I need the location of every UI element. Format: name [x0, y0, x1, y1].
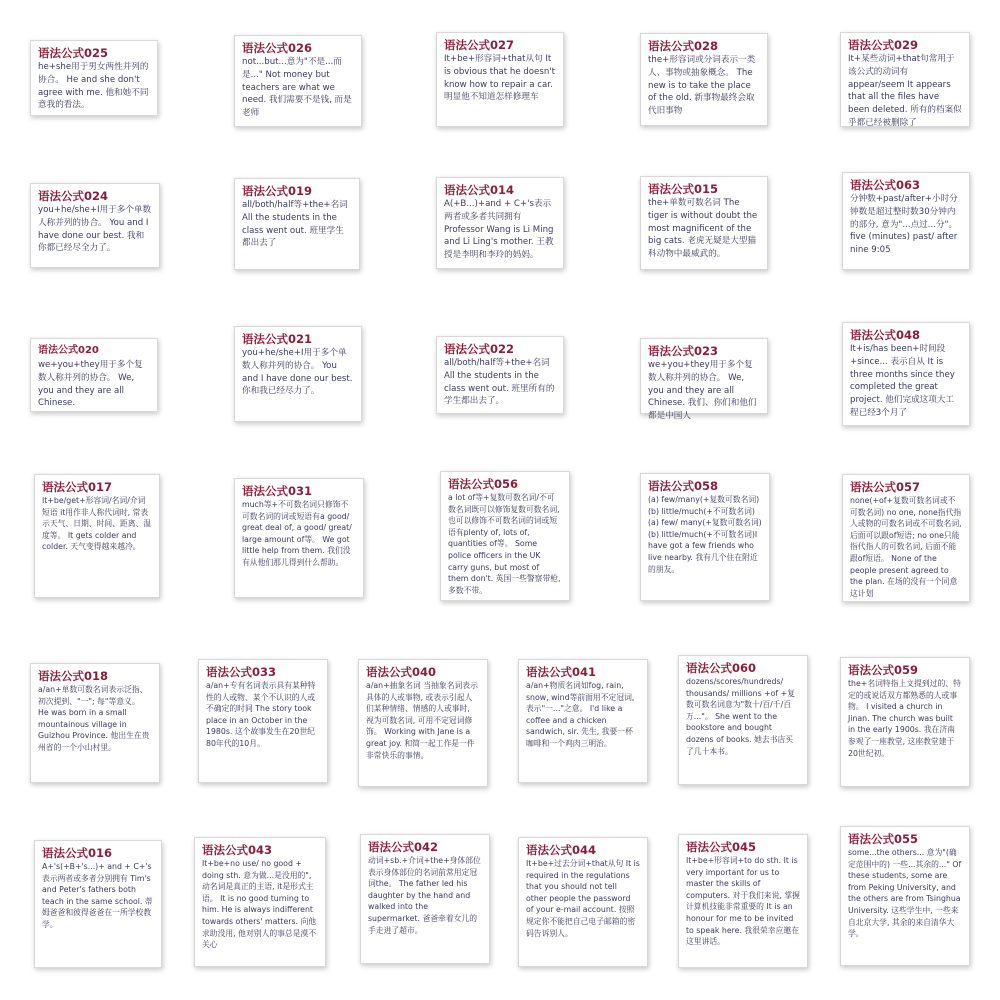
card-formula-060 [678, 655, 808, 785]
card-formula-063 [842, 172, 970, 270]
card-formula-024 [30, 183, 160, 268]
card-body: a/an+物质名词如fog, rain, snow, wind等前面用不定冠词, 表示"一..."之意。 I'd like a coffee and a chicken sandwich, sir. 先生, 我要一杯咖啡和一个鸡肉三明治。 [526, 681, 635, 748]
card-title: 语法公式045 [686, 840, 757, 854]
card-title: 语法公式015 [648, 182, 719, 196]
card-formula-023 [640, 338, 768, 422]
card-title: 语法公式026 [242, 41, 313, 55]
card-formula-015 [640, 176, 768, 270]
card-body: not...but...意为"不是...而是..." Not money but teachers are what we need. 我们需要不是钱, 而是老师 [242, 57, 352, 119]
card-body: It+be/get+形容词/名词/介词短语 it用作非人称代词时, 常表示天气、日期、时间、距离、温度等。 It gets colder and colder. 天气变得越来越冷。 [42, 496, 152, 552]
card-body: It+be+no use/ no good + doing sth. 意为做...是没用的", 动名词是真正的主语, it是形式主语。 It is no good turning to him. He is always indifferent towards others' matters. 向他求助没用, 他对别人的事总是漠不关心 [202, 859, 317, 950]
card-title: 语法公式044 [526, 843, 597, 857]
card-body: we+you+they用于多个复数人称并列的协合。 We, you and they are all Chinese. [38, 360, 143, 409]
card-body: all/both/half等+the+名词 All the students in the class went out. 班里所有的学生都出去了。 [444, 358, 555, 407]
card-title: 语法公式048 [850, 328, 921, 342]
card-formula-042 [360, 834, 490, 964]
card-body: he+she用于男女两性并列的协合。 He and she don't agree with me. 他和她不同意我的看法。 [38, 62, 149, 111]
card-formula-021 [234, 326, 362, 422]
card-body: you+he/she+I用于多个单数人称并列的协合。 You and I have done our best. 你和我已经尽力了。 [242, 348, 353, 397]
card-title: 语法公式063 [850, 178, 921, 192]
card-title: 语法公式020 [38, 345, 99, 356]
card-formula-041 [518, 659, 648, 783]
card-title: 语法公式057 [850, 480, 921, 494]
card-title: 语法公式023 [648, 344, 719, 358]
card-title: 语法公式027 [444, 38, 515, 52]
card-title: 语法公式059 [848, 663, 919, 677]
card-formula-048 [842, 322, 970, 426]
card-title: 语法公式016 [42, 846, 113, 860]
card-formula-028 [640, 33, 768, 126]
card-formula-016 [34, 840, 162, 968]
card-formula-017 [34, 474, 160, 598]
card-formula-033 [198, 659, 328, 783]
card-body: It+be+形容词+to do sth. It is very important for us to master the skills of computers. 对于我们来说, 掌握计算机技能非常重要的 It is an honour for me to be invited to speak here. 我很荣幸应邀在这里讲话。 [686, 856, 800, 947]
card-formula-018 [30, 663, 160, 783]
card-title: 语法公式041 [526, 665, 597, 679]
card-body: It+be+形容词+that从句 It is obvious that he doesn't know how to repair a car. 明显他不知道怎样修理车 [444, 54, 556, 103]
card-title: 语法公式028 [648, 39, 719, 53]
card-body: a/an+专有名词表示具有某种特性的人或物、某个不认识的人或不确定的时间 The story took place in an October in the 1980s. 这个故事发生在20世纪80年代的10月。 [206, 681, 316, 748]
card-title: 语法公式060 [686, 661, 757, 675]
card-body: none(+of+复数可数名词或不可数名词) no one, none指代指人或物的可数名词或不可数名词, 后面可以跟of短语; no one只能指代指人的可数名词, 后面不能跟of短语。 None of the people present agreed to the plan. 在场的没有一个同意这计划 [850, 496, 962, 598]
card-title: 语法公式019 [242, 184, 313, 198]
card-body: It+某些动词+that句常用于该公式的动词有appear/seem It appears that all the files have been deleted. 所有的档案似乎都已经被删除了 [848, 54, 962, 128]
card-formula-019 [234, 178, 360, 270]
card-formula-014 [436, 177, 564, 269]
card-formula-025 [30, 40, 158, 116]
card-formula-045 [678, 834, 808, 968]
card-formula-040 [358, 659, 488, 787]
card-formula-056 [440, 471, 570, 601]
card-body: the+单数可数名词 The tiger is without doubt the most magnificent of the big cats. 老虎无疑是大型猫科动物中最威武的。 [648, 198, 758, 260]
card-formula-026 [234, 35, 362, 127]
card-title: 语法公式029 [848, 38, 919, 52]
card-body: It+be+过去分词+that从句 It is required in the regulations that you should not tell other people the password of your e-mail account. 按照规定你不能把自己电子邮箱的密码告诉别人。 [526, 859, 640, 938]
card-body: all/both/half等+the+名词 All the students in the class went out. 班里学生都出去了 [242, 200, 348, 249]
card-formula-055 [840, 826, 970, 966]
card-body: dozens/scores/hundreds/ thousands/ millions +of +复数可数名词意为"数十/百/千/百万..."。 She went to the bookstore and bought dozens of books. 她去书店买了几十本书。 [686, 677, 795, 756]
card-title: 语法公式043 [202, 843, 273, 857]
card-title: 语法公式014 [444, 183, 515, 197]
card-title: 语法公式042 [368, 840, 439, 854]
card-body: a/an+抽象名词 当抽象名词表示具体的人或事物, 或表示引起人们某种情绪、情感的人或事时, 视为可数名词, 可用不定冠词修饰。 Working with Jane is a great joy. 和简一起工作是一件非常快乐的事情。 [366, 681, 478, 760]
card-title: 语法公式033 [206, 665, 277, 679]
card-body: 分钟数+past/after+小时分钟数是超过整时数30分钟内的部分, 意为"...点过...分"。 five (minutes) past/ after nine 9:05 [850, 194, 958, 256]
card-formula-059 [840, 657, 970, 787]
card-body: you+he/she+I用于多个单数人称并列的协合。 You and I have done our best. 我和你都已经尽全力了。 [38, 205, 152, 254]
card-body: much等+不可数名词只修饰不可数名词的词或短语有a good/ great deal of, a good/ great/ large amount of等。 We got little help from them. 我们没有从他们那儿得到什么帮助。 [242, 500, 352, 567]
card-body: a/an+单数可数名词表示泛指、初次提到、"一"; 每"等意义。 He was born in a small mountainous village in Guizhou Province. 他出生在贵州省的一个小山村里。 [38, 685, 150, 752]
card-formula-057 [842, 474, 970, 602]
card-title: 语法公式018 [38, 669, 109, 683]
card-body: the+形容词或分词表示一类人、事物或抽象概念。 The new is to take the place of the old. 新事物最终会取代旧事物 [648, 55, 756, 117]
card-title: 语法公式055 [848, 832, 919, 846]
card-formula-031 [234, 478, 364, 598]
card-body: (a) few/many(+复数可数名词)(b) little/much(+不可数名词)(a) few/ many(+复数可数名词)(b) little/much(+不可数名词)I have got a few friends who live nearby. 我有几个住在附近的朋友。 [648, 495, 762, 574]
card-formula-058 [640, 473, 770, 601]
card-title: 语法公式017 [42, 480, 113, 494]
card-body: A(+B...)+and + C+'s表示两者或多者共同拥有 Professor Wang is Li Ming and Li Ling's mother. 王教授是李明和李玲的妈妈。 [444, 199, 554, 261]
card-body: A+'s(+B+'s...)+ and + C+'s 表示两者或多者分别拥有 Tim's and Peter's fathers both teach in the same school. 蒂姆爸爸和彼得爸爸在一所学校教学。 [42, 862, 153, 929]
card-body: It+is/has been+时间段+since... 表示自从 It is three months since they completed the great project. 他们完成这项大工程已经3个月了 [850, 344, 955, 418]
card-title: 语法公式058 [648, 479, 719, 493]
card-title: 语法公式022 [444, 342, 515, 356]
card-title: 语法公式025 [38, 46, 109, 60]
card-title: 语法公式024 [38, 189, 109, 203]
card-formula-043 [194, 837, 326, 967]
card-title: 语法公式021 [242, 332, 313, 346]
card-body: the+名词特指上文提到过的、特定的或说话双方都熟悉的人或事物。 I visited a church in Jinan. The church was built in the early 1900s. 我在济南参观了一座教堂, 这座教堂建于20世纪初。 [848, 679, 961, 758]
card-formula-020 [30, 338, 158, 412]
card-formula-029 [840, 32, 970, 127]
card-body: 动词+sb.+介词+the+身体部位表示身体部位的名词前常用定冠词the。 The father led his daughter by the hand and walked into the supermarket. 爸爸牵着女儿的手走进了超市。 [368, 856, 481, 935]
card-body: a lot of等+复数可数名词/不可数名词既可以修饰复数可数名词, 也可以修饰不可数名词的词或短语有plenty of, lots of, quantities of等。 Some police officers in the UK carry guns, but most of them don't. 英国一些警察带枪, 多数不带。 [448, 493, 561, 595]
card-title: 语法公式040 [366, 665, 437, 679]
card-body: we+you+they用于多个复数人称并列的协合。 We, you and they are all Chinese. 我们、你们和他们都是中国人 [648, 360, 757, 422]
card-title: 语法公式031 [242, 484, 313, 498]
card-formula-022 [436, 336, 564, 414]
card-body: some...the others... 意为"(确定范围中的) 一些...其余的..." Of these students, some are from Peking University, and the others are from Tsinghua University. 这些学生中, 一些来自北京大学, 其余的来自清华大学。 [848, 848, 962, 939]
card-formula-027 [436, 32, 564, 127]
card-title: 语法公式056 [448, 477, 519, 491]
card-formula-044 [518, 837, 648, 967]
